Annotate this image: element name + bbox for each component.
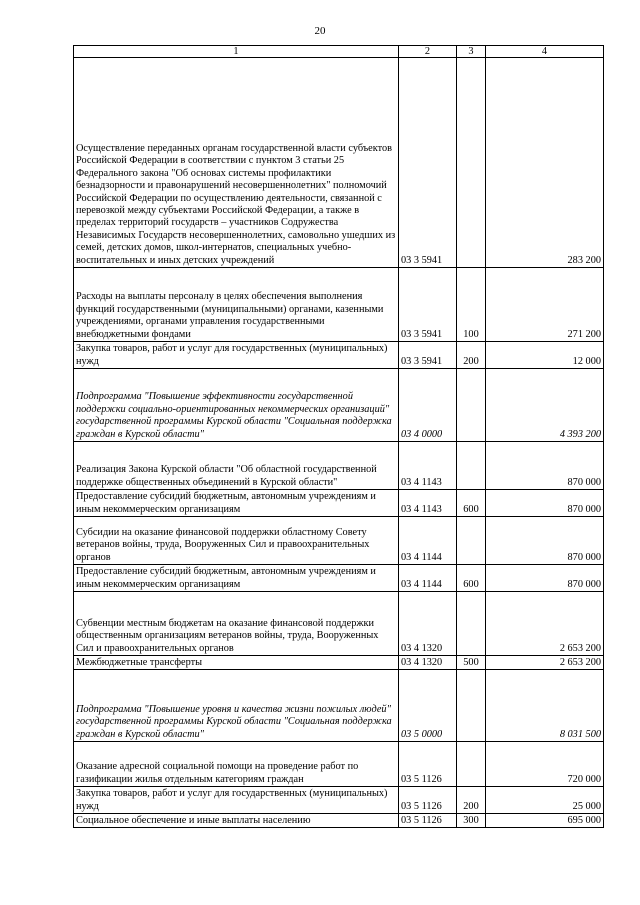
row-type — [457, 517, 486, 565]
table-row — [74, 670, 604, 742]
row-amount: 2 653 200 — [486, 656, 604, 670]
row-description: Межбюджетные трансферты — [74, 656, 399, 670]
row-amount: 720 000 — [486, 742, 604, 787]
column-header-4: 4 — [486, 46, 604, 58]
row-description: Социальное обеспечение и иные выплаты населению — [74, 814, 399, 828]
table-row — [74, 369, 604, 442]
table-row — [74, 490, 604, 517]
column-header-1: 1 — [74, 46, 399, 58]
row-code: 03 4 1143 — [399, 442, 457, 490]
row-description: Предоставление субсидий бюджетным, автономным учреждениям и иным некоммерческим организациям — [74, 490, 399, 517]
row-amount: 4 393 200 — [486, 369, 604, 442]
row-type — [457, 742, 486, 787]
table-row — [74, 58, 604, 268]
table-row — [74, 814, 604, 828]
row-type — [457, 369, 486, 442]
row-amount: 25 000 — [486, 787, 604, 814]
row-amount: 695 000 — [486, 814, 604, 828]
table-row — [74, 742, 604, 787]
row-amount: 870 000 — [486, 565, 604, 592]
row-description: Расходы на выплаты персоналу в целях обеспечения выполнения функций государственными (муниципальными) органами, казенными учреждениями, органами управления государственными внебюджетными фондами — [74, 268, 399, 342]
row-amount: 283 200 — [486, 58, 604, 268]
row-code: 03 3 5941 — [399, 58, 457, 268]
row-type: 100 — [457, 268, 486, 342]
row-code: 03 4 1320 — [399, 592, 457, 656]
row-description: Подпрограмма "Повышение уровня и качества жизни пожилых людей" государственной программы Курской области "Социальная поддержка граждан в Курской области" — [74, 670, 399, 742]
table-row — [74, 442, 604, 490]
table-row — [74, 565, 604, 592]
row-description: Предоставление субсидий бюджетным, автономным учреждениям и иным некоммерческим организациям — [74, 565, 399, 592]
row-code: 03 4 1143 — [399, 490, 457, 517]
row-amount: 12 000 — [486, 342, 604, 369]
row-amount: 870 000 — [486, 517, 604, 565]
page-number: 20 — [314, 25, 326, 37]
row-type: 200 — [457, 787, 486, 814]
row-description: Субвенции местным бюджетам на оказание финансовой поддержки общественным организациям ветеранов войны, труда, Вооруженных Сил и правоохранительных органов — [74, 592, 399, 656]
row-code: 03 3 5941 — [399, 342, 457, 369]
row-code: 03 5 0000 — [399, 670, 457, 742]
table-row — [74, 787, 604, 814]
row-description: Подпрограмма "Повышение эффективности государственной поддержки социально-ориентированных некоммерческих организаций" государственной программы Курской области "Социальная поддержка граждан в Курской области" — [74, 369, 399, 442]
row-description: Осуществление переданных органам государственной власти субъектов Российской Федерации в соответствии с пунктом 3 статьи 25 Федерального закона "Об основах системы профилактики безнадзорности и правонарушений несовершеннолетних" полномочий Российской Федерации по осуществлению деятельности, связанной с перевозкой между субъектами Российской Федерации, а также в пределах территорий государств – участников Содружества Независимых Государств несовершеннолетних, самовольно ушедших из семей, детских домов, школ-интернатов, специальных учебно-воспитательных и иных детских учреждений — [74, 58, 399, 268]
table-row — [74, 268, 604, 342]
row-code: 03 5 1126 — [399, 742, 457, 787]
row-code: 03 3 5941 — [399, 268, 457, 342]
row-description: Оказание адресной социальной помощи на проведение работ по газификации жилья отдельным категориям граждан — [74, 742, 399, 787]
row-amount: 8 031 500 — [486, 670, 604, 742]
row-code: 03 4 1144 — [399, 565, 457, 592]
column-header-2: 2 — [399, 46, 457, 58]
row-type — [457, 670, 486, 742]
budget-table — [73, 45, 604, 828]
row-amount: 271 200 — [486, 268, 604, 342]
row-code: 03 4 0000 — [399, 369, 457, 442]
table-row — [74, 517, 604, 565]
row-amount: 870 000 — [486, 490, 604, 517]
row-type: 600 — [457, 490, 486, 517]
table-body — [74, 58, 604, 828]
header-row — [74, 46, 604, 58]
row-type — [457, 592, 486, 656]
row-code: 03 5 1126 — [399, 787, 457, 814]
row-description: Закупка товаров, работ и услуг для государственных (муниципальных) нужд — [74, 787, 399, 814]
table-row — [74, 656, 604, 670]
row-code: 03 4 1144 — [399, 517, 457, 565]
row-type — [457, 442, 486, 490]
row-code: 03 5 1126 — [399, 814, 457, 828]
row-type: 500 — [457, 656, 486, 670]
row-description: Реализация Закона Курской области "Об областной государственной поддержке общественных объединений в Курской области" — [74, 442, 399, 490]
row-type — [457, 58, 486, 268]
row-amount: 870 000 — [486, 442, 604, 490]
row-description: Закупка товаров, работ и услуг для государственных (муниципальных) нужд — [74, 342, 399, 369]
row-type: 300 — [457, 814, 486, 828]
table-header — [74, 46, 604, 58]
row-description: Субсидии на оказание финансовой поддержки областному Совету ветеранов войны, труда, Вооруженных Сил и правоохранительных органов — [74, 517, 399, 565]
row-code: 03 4 1320 — [399, 656, 457, 670]
table-row — [74, 342, 604, 369]
table-row — [74, 592, 604, 656]
row-amount: 2 653 200 — [486, 592, 604, 656]
column-header-3: 3 — [457, 46, 486, 58]
row-type: 600 — [457, 565, 486, 592]
row-type: 200 — [457, 342, 486, 369]
